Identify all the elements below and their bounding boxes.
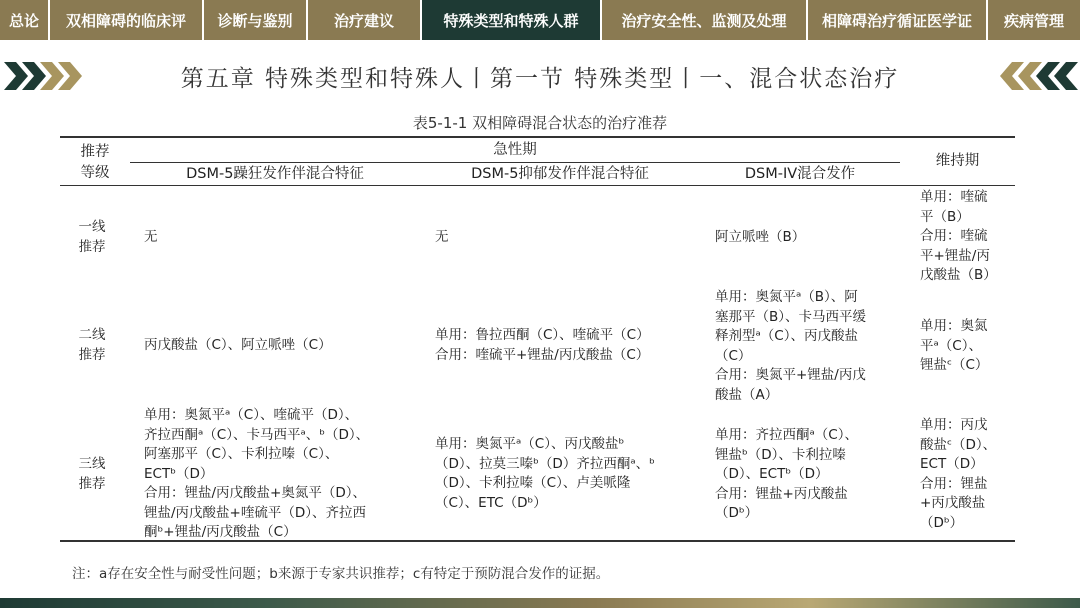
row-grade-first: 一线 推荐 <box>78 219 106 255</box>
tab-overview[interactable]: 总论 <box>0 0 50 40</box>
row3-dsm4-mixed: 单用：齐拉西酮ᵃ（C）、 锂盐ᵇ（D）、卡利拉嗪 （D）、ECTᵇ（D） 合用：锂盐+丙戊酸盐 （Dᵇ） <box>715 427 858 521</box>
tab-evidence[interactable]: 相障碍治疗循证医学证 <box>808 0 988 40</box>
row-grade-third: 三线 推荐 <box>78 456 106 492</box>
row2-dsm5-mania: 丙戊酸盐（C）、阿立哌唑（C） <box>144 337 332 353</box>
row2-dsm4-mixed: 单用：奥氮平ᵃ（B）、阿 塞那平（B）、卡马西平缓 释剂型ᵃ（C）、丙戊酸盐 （C） 合用：奥氮平+锂盐/丙戊 酸盐（A） <box>715 289 867 403</box>
row2-dsm5-depression: 单用：鲁拉西酮（C）、喹硫平（C） 合用：喹硫平+锂盐/丙戊酸盐（C） <box>435 327 650 363</box>
top-nav <box>0 0 1080 40</box>
header-grade: 推荐 等级 <box>80 144 110 181</box>
row3-dsm5-depression: 单用：奥氮平ᵃ（C）、丙戊酸盐ᵇ （D）、拉莫三嗪ᵇ（D）齐拉西酮ᵃ、ᵇ （D）、卡利拉嗪（C）、卢美哌隆 （C）、ETC（Dᵇ） <box>435 436 655 511</box>
header-dsm5-mania: DSM-5躁狂发作伴混合特征 <box>186 166 364 182</box>
recommendation-table <box>60 136 1015 542</box>
tab-safety[interactable]: 治疗安全性、监测及处理 <box>602 0 808 40</box>
row1-maintenance: 单用：喹硫 平（B） 合用：喹硫 平+锂盐/丙 戊酸盐（B） <box>920 189 997 283</box>
row2-maintenance: 单用：奥氮 平ᵃ（C）、 锂盐ᶜ（C） <box>920 318 989 373</box>
row3-maintenance: 单用：丙戊 酸盐ᶜ（D）、 ECT（D） 合用：锂盐 +丙戊酸盐 （Dᵇ） <box>920 417 997 531</box>
table-footnote: 注：a存在安全性与耐受性问题；b来源于专家共识推荐；c有特定于预防混合发作的证据。 <box>72 566 610 582</box>
tab-special-types[interactable]: 特殊类型和特殊人群 <box>422 0 602 40</box>
row3-dsm5-mania: 单用：奥氮平ᵃ（C）、喹硫平（D）、 齐拉西酮ᵃ（C）、卡马西平ᵃ、ᵇ（D）、 阿塞那平（C）、卡利拉嗪（C）、 ECTᵇ（D） 合用：锂盐/丙戊酸盐+奥氮平（D）、 锂盐/丙戊酸盐+喹硫平（D）、齐拉西 酮ᵇ+锂盐/丙戊酸盐（C） <box>144 407 370 540</box>
footer-bar <box>0 598 1080 608</box>
header-bottom-border <box>60 185 1015 186</box>
header-dsm5-depression: DSM-5抑郁发作伴混合特征 <box>471 166 649 182</box>
tab-clinical-assessment[interactable]: 双相障碍的临床评 <box>50 0 204 40</box>
tab-disease-management[interactable]: 疾病管理 <box>988 0 1080 40</box>
header-maintenance: 维持期 <box>935 153 980 169</box>
chevron-right-icon <box>4 62 84 90</box>
row-grade-second: 二线 推荐 <box>78 327 106 363</box>
chapter-title: 第五章 特殊类型和特殊人丨第一节 特殊类型丨一、混合状态治疗 <box>180 66 900 92</box>
tab-treatment[interactable]: 治疗建议 <box>308 0 422 40</box>
row1-dsm5-depression: 无 <box>435 229 449 245</box>
header-divider <box>130 162 900 163</box>
chevron-left-icon <box>998 62 1078 90</box>
header-dsm4-mixed: DSM-IV混合发作 <box>744 166 856 182</box>
row1-dsm5-mania: 无 <box>144 229 158 245</box>
tab-diagnosis[interactable]: 诊断与鉴别 <box>204 0 308 40</box>
header-acute: 急性期 <box>493 142 537 158</box>
row1-dsm4-mixed: 阿立哌唑（B） <box>715 229 806 245</box>
table-caption: 表5-1-1 双相障碍混合状态的治疗准荐 <box>412 114 668 132</box>
